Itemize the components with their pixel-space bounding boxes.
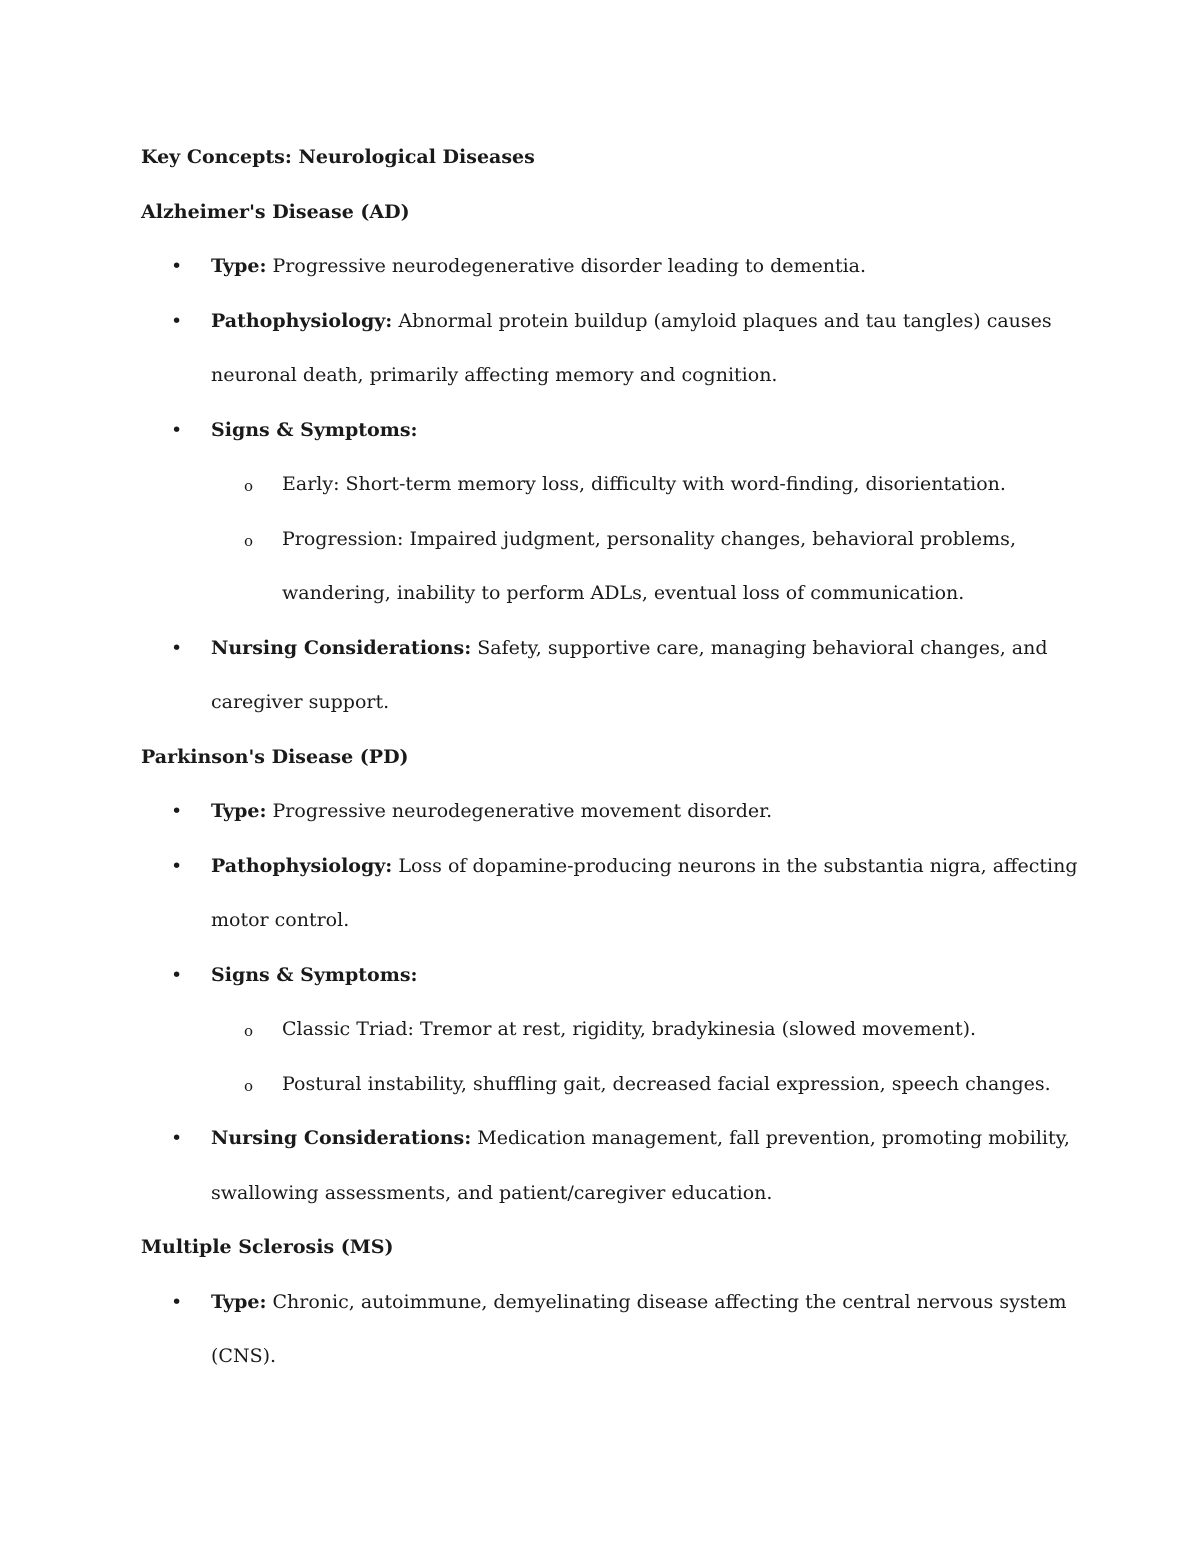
- bullet-icon: •: [171, 800, 183, 822]
- item-text: Progressive neurodegenerative disorder leading to dementia.: [266, 255, 867, 277]
- bullet-icon: •: [171, 255, 183, 277]
- item-text: Medication management, fall prevention, promoting mobility,: [471, 1127, 1070, 1149]
- list-item: [141, 249, 1071, 304]
- circle-bullet-icon: o: [244, 477, 254, 495]
- item-text: Progressive neurodegenerative movement disorder.: [266, 800, 773, 822]
- bullet-icon: •: [171, 963, 183, 986]
- list-item: [141, 849, 1078, 904]
- item-label: Pathophysiology:: [211, 854, 393, 877]
- item-label: Pathophysiology:: [211, 309, 393, 332]
- item-text-continued: motor control.: [211, 909, 350, 931]
- list-item: [141, 631, 1071, 686]
- item-text-continued: neuronal death, primarily affecting memory and cognition.: [211, 364, 778, 386]
- list-item: [141, 304, 1071, 359]
- sub-list-item: [141, 1012, 1071, 1067]
- bullet-icon: •: [171, 418, 183, 441]
- list-item: [141, 958, 1071, 1013]
- sub-item-text: Early: Short-term memory loss, difficulty with word-finding, disorientation.: [282, 473, 1006, 495]
- item-label: Signs & Symptoms:: [211, 418, 418, 441]
- item-label: Type:: [211, 255, 267, 277]
- list-item: [141, 1121, 1071, 1176]
- item-label: Signs & Symptoms:: [211, 963, 418, 986]
- sub-item-text: Classic Triad: Tremor at rest, rigidity, bradykinesia (slowed movement).: [282, 1018, 977, 1040]
- item-text: Loss of dopamine-producing neurons in the substantia nigra, affecting: [392, 854, 1078, 877]
- page-title: Key Concepts: Neurological Diseases: [141, 146, 535, 168]
- sub-list-item: [141, 467, 1071, 522]
- bullet-icon: •: [171, 636, 183, 659]
- circle-bullet-icon: o: [244, 531, 254, 550]
- item-label: Type:: [211, 1290, 267, 1313]
- bullet-icon: •: [171, 1127, 183, 1149]
- sub-item-text: Postural instability, shuffling gait, decreased facial expression, speech changes.: [282, 1072, 1051, 1095]
- bullet-icon: •: [171, 854, 183, 877]
- item-text-continued: (CNS).: [211, 1345, 277, 1367]
- list-item: [141, 413, 1071, 468]
- section-heading-parkinsons: Parkinson's Disease (PD): [141, 745, 409, 768]
- document-body: [141, 140, 1078, 1394]
- item-text: Chronic, autoimmune, demyelinating disease affecting the central nervous system: [266, 1290, 1067, 1313]
- item-label: Nursing Considerations:: [211, 1127, 472, 1149]
- item-label: Nursing Considerations:: [211, 636, 472, 659]
- sub-list-item: [141, 522, 1071, 577]
- sub-item-text: Progression: Impaired judgment, personality changes, behavioral problems,: [282, 527, 1016, 550]
- bullet-icon: •: [171, 309, 183, 332]
- list-item: [141, 1285, 1071, 1340]
- item-text: Abnormal protein buildup (amyloid plaques and tau tangles) causes: [392, 309, 1052, 332]
- section-heading-multiple-sclerosis: Multiple Sclerosis (MS): [141, 1236, 394, 1258]
- item-text-continued: caregiver support.: [211, 691, 390, 713]
- list-item: [141, 794, 1071, 849]
- item-label: Type:: [211, 800, 267, 822]
- section-heading-alzheimers: Alzheimer's Disease (AD): [141, 200, 410, 223]
- sub-list-item: [141, 1067, 1071, 1122]
- item-text-continued: swallowing assessments, and patient/caregiver education.: [211, 1181, 773, 1204]
- sub-item-text-continued: wandering, inability to perform ADLs, eventual loss of communication.: [282, 582, 965, 604]
- item-text: Safety, supportive care, managing behavioral changes, and: [471, 636, 1048, 659]
- circle-bullet-icon: o: [244, 1022, 254, 1040]
- circle-bullet-icon: o: [244, 1076, 254, 1095]
- bullet-icon: •: [171, 1290, 183, 1313]
